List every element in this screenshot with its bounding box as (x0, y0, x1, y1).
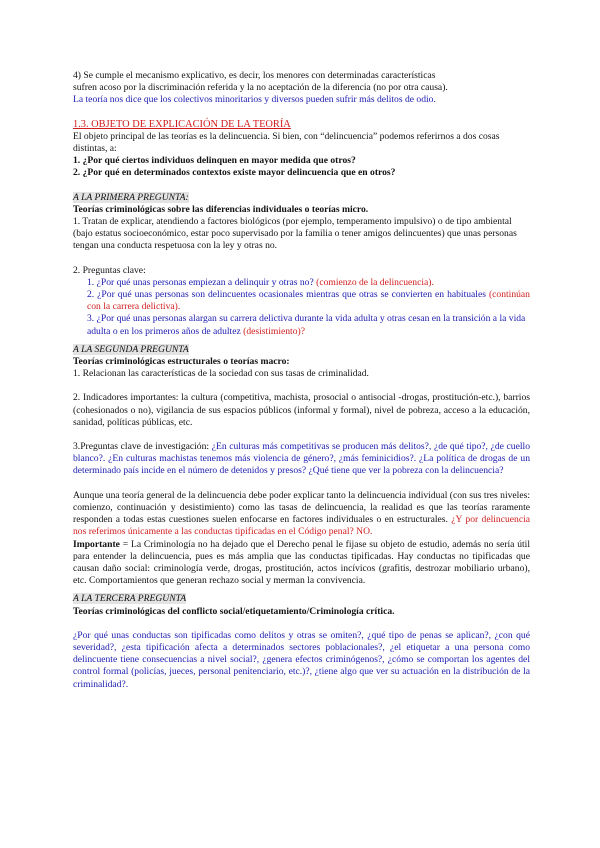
first-point-1: 1. Tratan de explicar, atendiendo a factores biológicos (por ejemplo, temperamento impulsivo) o de tipo ambiental (bajo estatus socioeconómico, estar poco supervisado por la familia o tener amigos delincuentes) que unas personas tengan una conducta respetuosa con la ley y otras no. (73, 216, 517, 252)
first-point-2: 2. Preguntas clave: (73, 264, 146, 276)
key-question-3-text: 3. ¿Por qué unas personas alargan su carrera delictiva durante la vida adulta y otras cesan en la transición a la vida adulta o en los primeros años de adultez (87, 313, 526, 337)
second-point-3 (73, 441, 530, 478)
key-question-1-note: (comienzo de la delincuencia). (316, 276, 434, 288)
question-1: 1. ¿Por qué ciertos individuos delinquen en mayor medida que otros? (73, 155, 356, 167)
second-point-3-questions: ¿En culturas más competitivas se producen más delitos?, ¿de qué tipo?, ¿de cuello blanco?. ¿En culturas machistas tenemos más violencia de género?, ¿más feminicidios?. ¿La política de drogas de un determinado país incide en el número de detenidos y presos? ¿Qué tiene que ver la pobreza con la delincuencia? (73, 441, 530, 477)
key-question-1-text: 1. ¿Por qué unas personas empiezan a delinquir y otras no? (87, 276, 314, 288)
important-text: = La Criminología no ha dejado que el Derecho penal le fijase su objeto de estudio, además no sería útil para entender la delincuencia, pues es más amplia que las conductas tipificadas. Hay conductas no tipificadas que causan daño social: criminología verde, drogas, prostitución, actos incívicos (grafitis, destrozar mobiliario urbano), etc. Comportamientos que generan rechazo social y merman la convivencia. (73, 538, 530, 587)
section-heading-1-3: 1.3. OBJETO DE EXPLICACIÓN DE LA TEORÍA (73, 118, 291, 130)
first-question-label: A LA PRIMERA PREGUNTA: (73, 191, 189, 203)
key-question-3 (73, 313, 530, 337)
second-point-3-label: 3.Preguntas clave de investigación: (73, 441, 210, 453)
key-question-2-note: (continúan con la carrera delictiva). (87, 289, 530, 313)
general-theory-paragraph (73, 490, 530, 539)
first-question-title: Teorías criminológicas sobre las diferencias individuales o teorías micro. (73, 203, 369, 215)
third-question-label: A LA TERCERA PREGUNTA (73, 593, 187, 605)
intro-line-2: sufren acoso por la discriminación referida y la no aceptación de la diferencia (no por otra causa). (73, 82, 448, 94)
question-2: 2. ¿Por qué en determinados contextos existe mayor delincuencia que en otros? (73, 167, 396, 179)
key-question-2-text: 2. ¿Por qué unas personas son delincuentes ocasionales mientras que otras se convierten en habituales (87, 289, 486, 301)
key-question-3-note: (desistimiento)? (243, 325, 305, 337)
important-label: Importante (73, 538, 120, 550)
second-question-label: A LA SEGUNDA PREGUNTA (73, 343, 189, 355)
important-paragraph (73, 539, 530, 588)
third-question-title: Teorías criminológicas del conflicto social/etiquetamiento/Criminología crítica. (73, 605, 395, 617)
second-point-2: 2. Indicadores importantes: la cultura (competitiva, machista, prosocial o antisocial -drogas, prostitución-etc.), barrios (cohesionados o no), vigilancia de sus espacios públicos (informal y formal), nivel de pobreza, acceso a la educación, sanidad, políticas públicas, etc. (73, 392, 530, 428)
general-theory-text: Aunque una teoría general de la delincuencia debe poder explicar tanto la delincuencia individual (con sus tres niveles: comienzo, continuación y desistimiento) como las tasas de delincuencia, la realidad es que las teorías raramente responden a todas estas cuestiones suelen enfocarse en factores individuales o en estructurales. (73, 489, 530, 526)
intro-line-3: La teoría nos dice que los colectivos minoritarios y diversos pueden sufrir más delitos de odio. (73, 94, 436, 106)
third-questions-paragraph: ¿Por qué unas conductas son tipificadas como delitos y otras se omiten?, ¿qué tipo de penas se aplican?, ¿con qué severidad?, ¿esta tipificación afecta a determinados sectores poblacionales?, ¿el etiquetar a una persona como delincuente tiene consecuencias a nivel social?, ¿genera efectos criminógenos?, ¿cómo se comportan los agentes del control formal (policías, jueces, personal penitenciario, etc.)?, ¿tiene algo que ver su actuación en la distribución de la criminalidad?. (73, 629, 530, 690)
key-question-2 (73, 289, 530, 313)
second-point-1: 1. Relacionan las características de la sociedad con sus tasas de criminalidad. (73, 368, 369, 380)
general-theory-question: ¿Y por delincuencia nos referimos únicamente a las conductas tipificadas en el Código penal? NO. (73, 514, 530, 538)
intro-line-1: 4) Se cumple el mecanismo explicativo, es decir, los menores con determinadas características (73, 70, 436, 81)
document-body (73, 70, 530, 691)
section-intro-paragraph: El objeto principal de las teorías es la delincuencia. Si bien, con “delincuencia” podemos referirnos a dos cosas distintas, a: (73, 130, 500, 155)
key-question-1 (73, 277, 530, 289)
second-question-title: Teorías criminológicas estructurales o teorías macro: (73, 356, 290, 368)
